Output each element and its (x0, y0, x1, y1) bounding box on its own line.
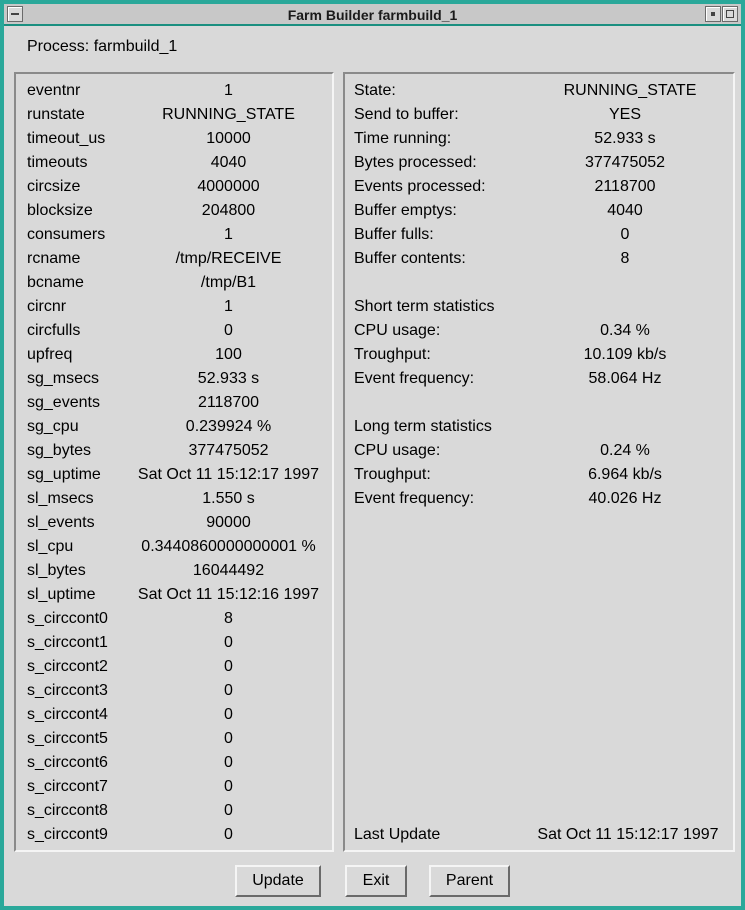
param-value: 4040 (210, 154, 247, 171)
param-value: 4000000 (197, 178, 260, 195)
param-row (16, 416, 332, 440)
row-label: Events processed: (354, 178, 486, 195)
short-throughput-row (345, 344, 733, 368)
param-row (16, 440, 332, 464)
row-value: 10.109 kb/s (583, 346, 667, 363)
row-value: 40.026 Hz (588, 490, 662, 507)
param-label: s_circcont1 (27, 634, 108, 651)
param-value: 8 (224, 610, 233, 627)
param-value: 377475052 (188, 442, 269, 459)
parameters-panel (14, 72, 334, 852)
param-value: 0 (224, 730, 233, 747)
row-value: 0.34 % (600, 322, 650, 339)
buffer-emptys-row (345, 200, 733, 224)
param-value: 0 (224, 634, 233, 651)
param-label: runstate (27, 106, 85, 123)
param-value: 16044492 (192, 562, 265, 579)
param-label: sl_uptime (27, 586, 96, 603)
long-frequency-row (345, 488, 733, 512)
maximize-icon[interactable] (722, 6, 738, 22)
row-value: 377475052 (584, 154, 666, 171)
window-title: Farm Builder farmbuild_1 (287, 7, 458, 23)
param-label: s_circcont0 (27, 610, 108, 627)
param-label: s_circcont8 (27, 802, 108, 819)
param-row (16, 248, 332, 272)
row-label: Buffer emptys: (354, 202, 457, 219)
param-row (16, 320, 332, 344)
time-running-row (345, 128, 733, 152)
param-value: 52.933 s (197, 370, 260, 387)
param-row (16, 536, 332, 560)
param-label: circnr (27, 298, 67, 315)
param-label: timeouts (27, 154, 88, 171)
row-value: YES (608, 106, 641, 123)
param-label: eventnr (27, 82, 81, 99)
param-value: RUNNING_STATE (162, 106, 295, 123)
param-value: 2118700 (197, 394, 260, 411)
param-label: sl_bytes (27, 562, 86, 579)
long-cpu-row (345, 440, 733, 464)
row-value: 58.064 Hz (588, 370, 662, 387)
row-value: 52.933 s (594, 130, 656, 147)
param-label: sg_msecs (27, 370, 100, 387)
row-label: Troughput: (354, 346, 431, 363)
row-label: State: (354, 82, 396, 99)
param-label: s_circcont3 (27, 682, 108, 699)
row-label: Buffer contents: (354, 250, 466, 267)
row-value: RUNNING_STATE (563, 82, 697, 99)
param-row (16, 608, 332, 632)
param-value: 0 (224, 658, 233, 675)
param-row (16, 560, 332, 584)
param-row (16, 224, 332, 248)
row-value: 0.24 % (600, 442, 650, 459)
param-label: sl_cpu (27, 538, 74, 555)
param-value: Sat Oct 11 15:12:17 1997 (137, 466, 320, 483)
param-value: 10000 (206, 130, 251, 147)
short-term-heading-row (345, 296, 733, 320)
param-value: 1.550 s (202, 490, 255, 507)
row-label: Event frequency: (354, 490, 475, 507)
minimize-icon[interactable] (705, 6, 721, 22)
row-value: 2118700 (594, 178, 656, 195)
param-label: s_circcont9 (27, 826, 108, 843)
short-cpu-row (345, 320, 733, 344)
row-value: 6.964 kb/s (588, 466, 662, 483)
status-panel (343, 72, 735, 852)
param-label: s_circcont2 (27, 658, 108, 675)
state-row (345, 80, 733, 104)
row-label: CPU usage: (354, 322, 441, 339)
param-value: 0 (224, 802, 233, 819)
row-label: Send to buffer: (354, 106, 459, 123)
param-label: sl_events (27, 514, 95, 531)
row-label: CPU usage: (354, 442, 441, 459)
short-frequency-row (345, 368, 733, 392)
param-row (16, 824, 332, 848)
process-label: Process: farmbuild_1 (27, 38, 178, 55)
row-label: Buffer fulls: (354, 226, 434, 243)
row-label: Event frequency: (354, 370, 475, 387)
param-row (16, 488, 332, 512)
long-throughput-row (345, 464, 733, 488)
param-value: 0 (224, 826, 233, 843)
param-value: 204800 (201, 202, 256, 219)
param-label: rcname (27, 250, 81, 267)
param-label: s_circcont6 (27, 754, 108, 771)
short-term-heading: Short term statistics (354, 298, 495, 315)
buffer-contents-row (345, 248, 733, 272)
last-update-value: Sat Oct 11 15:12:17 1997 (537, 826, 719, 843)
param-value: 0.239924 % (185, 418, 272, 435)
param-label: sg_events (27, 394, 100, 411)
param-row (16, 512, 332, 536)
param-value: Sat Oct 11 15:12:16 1997 (137, 586, 320, 603)
exit-button[interactable]: Exit (345, 865, 407, 897)
param-value: 0 (224, 778, 233, 795)
param-label: bcname (27, 274, 84, 291)
row-label: Bytes processed: (354, 154, 477, 171)
param-row (16, 584, 332, 608)
param-row (16, 752, 332, 776)
param-label: sg_bytes (27, 442, 92, 459)
row-label: Last Update (354, 826, 441, 843)
row-value: 4040 (607, 202, 643, 219)
param-row (16, 728, 332, 752)
param-row (16, 704, 332, 728)
events-processed-row (345, 176, 733, 200)
param-value: 1 (224, 226, 233, 243)
param-label: s_circcont4 (27, 706, 108, 723)
row-label: Time running: (354, 130, 452, 147)
bytes-processed-row (345, 152, 733, 176)
title-bar[interactable] (4, 4, 741, 26)
param-value: 1 (224, 298, 233, 315)
param-label: sg_uptime (27, 466, 101, 483)
param-row (16, 680, 332, 704)
param-row (16, 176, 332, 200)
param-row (16, 632, 332, 656)
param-value: 0 (224, 682, 233, 699)
param-label: s_circcont5 (27, 730, 108, 747)
param-value: /tmp/B1 (200, 274, 257, 291)
param-row (16, 464, 332, 488)
param-row (16, 272, 332, 296)
param-value: 100 (215, 346, 242, 363)
buffer-fulls-row (345, 224, 733, 248)
param-value: 1 (224, 82, 233, 99)
send-to-buffer-row (345, 104, 733, 128)
row-value: 0 (620, 226, 630, 243)
param-label: circsize (27, 178, 81, 195)
param-value: 0 (224, 706, 233, 723)
param-row (16, 128, 332, 152)
param-value: 0 (224, 754, 233, 771)
param-row (16, 80, 332, 104)
long-term-heading-row (345, 416, 733, 440)
row-value: 8 (620, 250, 630, 267)
update-button[interactable]: Update (235, 865, 321, 897)
param-row (16, 344, 332, 368)
long-term-heading: Long term statistics (354, 418, 492, 435)
param-label: sg_cpu (27, 418, 79, 435)
last-update-row (345, 824, 733, 848)
param-label: blocksize (27, 202, 93, 219)
param-row (16, 200, 332, 224)
param-label: timeout_us (27, 130, 106, 147)
param-row (16, 656, 332, 680)
parent-button[interactable]: Parent (429, 865, 510, 897)
param-value: /tmp/RECEIVE (175, 250, 282, 267)
row-label: Troughput: (354, 466, 431, 483)
param-row (16, 392, 332, 416)
param-row (16, 152, 332, 176)
param-value: 0 (224, 322, 233, 339)
param-row (16, 368, 332, 392)
param-label: s_circcont7 (27, 778, 108, 795)
param-value: 0.3440860000000001 % (141, 538, 316, 555)
param-row (16, 800, 332, 824)
param-row (16, 104, 332, 128)
param-value: 90000 (206, 514, 251, 531)
param-row (16, 776, 332, 800)
param-label: circfulls (27, 322, 81, 339)
param-label: upfreq (27, 346, 73, 363)
param-row (16, 296, 332, 320)
param-label: consumers (27, 226, 106, 243)
param-label: sl_msecs (27, 490, 94, 507)
